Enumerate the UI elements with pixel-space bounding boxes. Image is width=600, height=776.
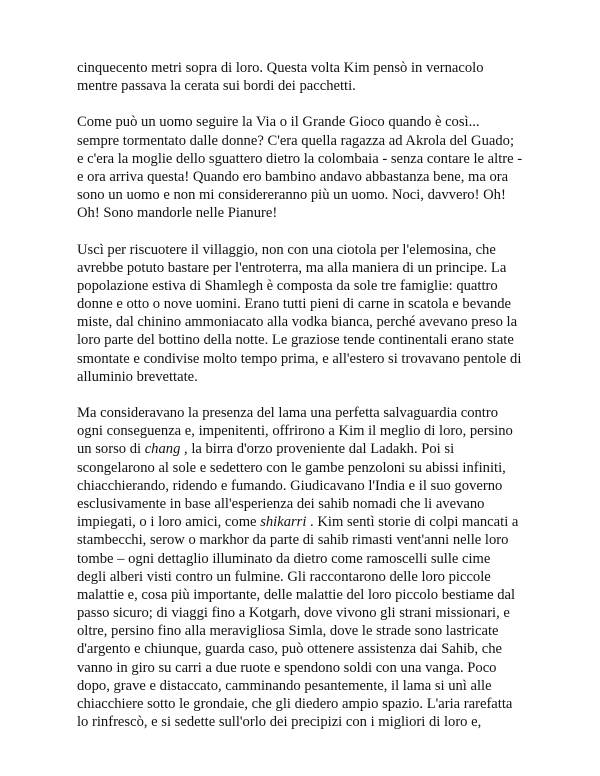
text-line: e ora arriva questa! Quando ero bambino andavo abbastanza bene, ma ora xyxy=(77,168,509,185)
text-line: passo sicuro; di viaggi fino a Kotgarh, dove vivono gli strani missionari, e xyxy=(77,605,510,622)
text-line: donne e otto o nove uomini. Erano tutti pieni di carne in scatola e bevande xyxy=(77,296,512,313)
text-line: popolazione estiva di Shamlegh è composta da sole tre famiglie: quattro xyxy=(77,277,498,294)
paragraph xyxy=(77,113,539,222)
text-line: stambecchi, serow o markhor da parte di sahib rimasti vent'anni nelle loro xyxy=(77,532,509,549)
text-line: sempre tormentato dalle donne? C'era quella ragazza ad Akrola del Guado; xyxy=(77,132,515,149)
text-line: cinquecento metri sopra di loro. Questa volta Kim pensò in vernacolo xyxy=(77,60,484,76)
text-segment: . Kim sentì storie di colpi mancati a xyxy=(306,514,519,531)
text-line: loro parte del bottino della notte. Le graziose tende continentali erano state xyxy=(77,332,514,349)
text-line: d'argento e chiunque, guarda caso, può ottenere assistenza dai Sahib, che xyxy=(77,641,503,658)
text-line: Oh! Sono mandorle nelle Pianure! xyxy=(77,205,278,222)
text-line: alluminio brevettate. xyxy=(77,368,198,385)
text-line xyxy=(77,440,539,458)
text-line xyxy=(77,513,539,531)
text-line: esclusivamente in base all'esperienza dei sahib nomadi che li avevano xyxy=(77,495,485,512)
text-line: miste, dal chinino ammoniacato alla vodka bianca, perché avevano preso la xyxy=(77,314,518,331)
text-line: e c'era la moglie dello sguattero dietro la colombaia - senza contare le altre - xyxy=(77,150,523,167)
text-line: chiacchierando, ridendo e fumando. Giudicavano l'India e il suo governo xyxy=(77,477,503,494)
text-line: avrebbe potuto bastare per l'entroterra, ma alla maniera di un principe. La xyxy=(77,259,507,276)
text-line: Come può un uomo seguire la Via o il Grande Gioco quando è così... xyxy=(77,114,480,131)
text-segment: un sorso di xyxy=(77,441,145,458)
text-line: sono un uomo e non mi considereranno più un uomo. Noci, davvero! Oh! xyxy=(77,187,506,204)
paragraph xyxy=(77,59,539,95)
text-line: Ma consideravano la presenza del lama una perfetta salvaguardia contro xyxy=(77,405,498,421)
document-page xyxy=(77,59,539,749)
paragraph xyxy=(77,241,539,387)
text-line: smontate e condivise molto tempo prima, e all'estero si trovavano pentole di xyxy=(77,350,522,367)
text-line: malattie e, cosa più importante, delle malattie del loro piccolo bestiame dal xyxy=(77,586,516,603)
italic-term: chang xyxy=(144,441,181,458)
italic-term: shikarri xyxy=(260,514,307,531)
text-line: chiacchiere sotto le grondaie, che gli diedero ampio spazio. L'aria rarefatta xyxy=(77,696,513,712)
paragraph xyxy=(77,404,539,731)
text-line: Uscì per riscuotere il villaggio, non con una ciotola per l'elemosina, che xyxy=(77,241,496,258)
text-line: ogni conseguenza e, impenitenti, offrirono a Kim il meglio di loro, persino xyxy=(77,423,513,440)
text-line: tombe – ogni dettaglio illuminato da dietro come ramoscelli sulle cime xyxy=(77,550,491,567)
text-line: vanno in giro su carri a due ruote e spendono soldi con una vanga. Poco xyxy=(77,659,497,676)
text-segment: impiegati, o i loro amici, come xyxy=(77,514,261,531)
text-line: oltre, persino fino alla meravigliosa Simla, dove le strade sono lastricate xyxy=(77,623,499,640)
text-line: lo rinfrescò, e si sedette sull'orlo dei precipizi con i migliori di loro e, xyxy=(77,714,482,731)
text-line: mentre passava la cerata sui bordi dei pacchetti. xyxy=(77,78,356,95)
text-segment: , la birra d'orzo proveniente dal Ladakh. Poi si xyxy=(180,441,455,458)
text-line: dopo, grave e distaccato, camminando pesantemente, il lama si unì alle xyxy=(77,677,492,694)
text-line: scongelarono al sole e sedettero con le gambe penzoloni su abissi infiniti, xyxy=(77,459,506,476)
text-line: degli alberi visti contro un fulmine. Gli raccontarono delle loro piccole xyxy=(77,568,491,585)
